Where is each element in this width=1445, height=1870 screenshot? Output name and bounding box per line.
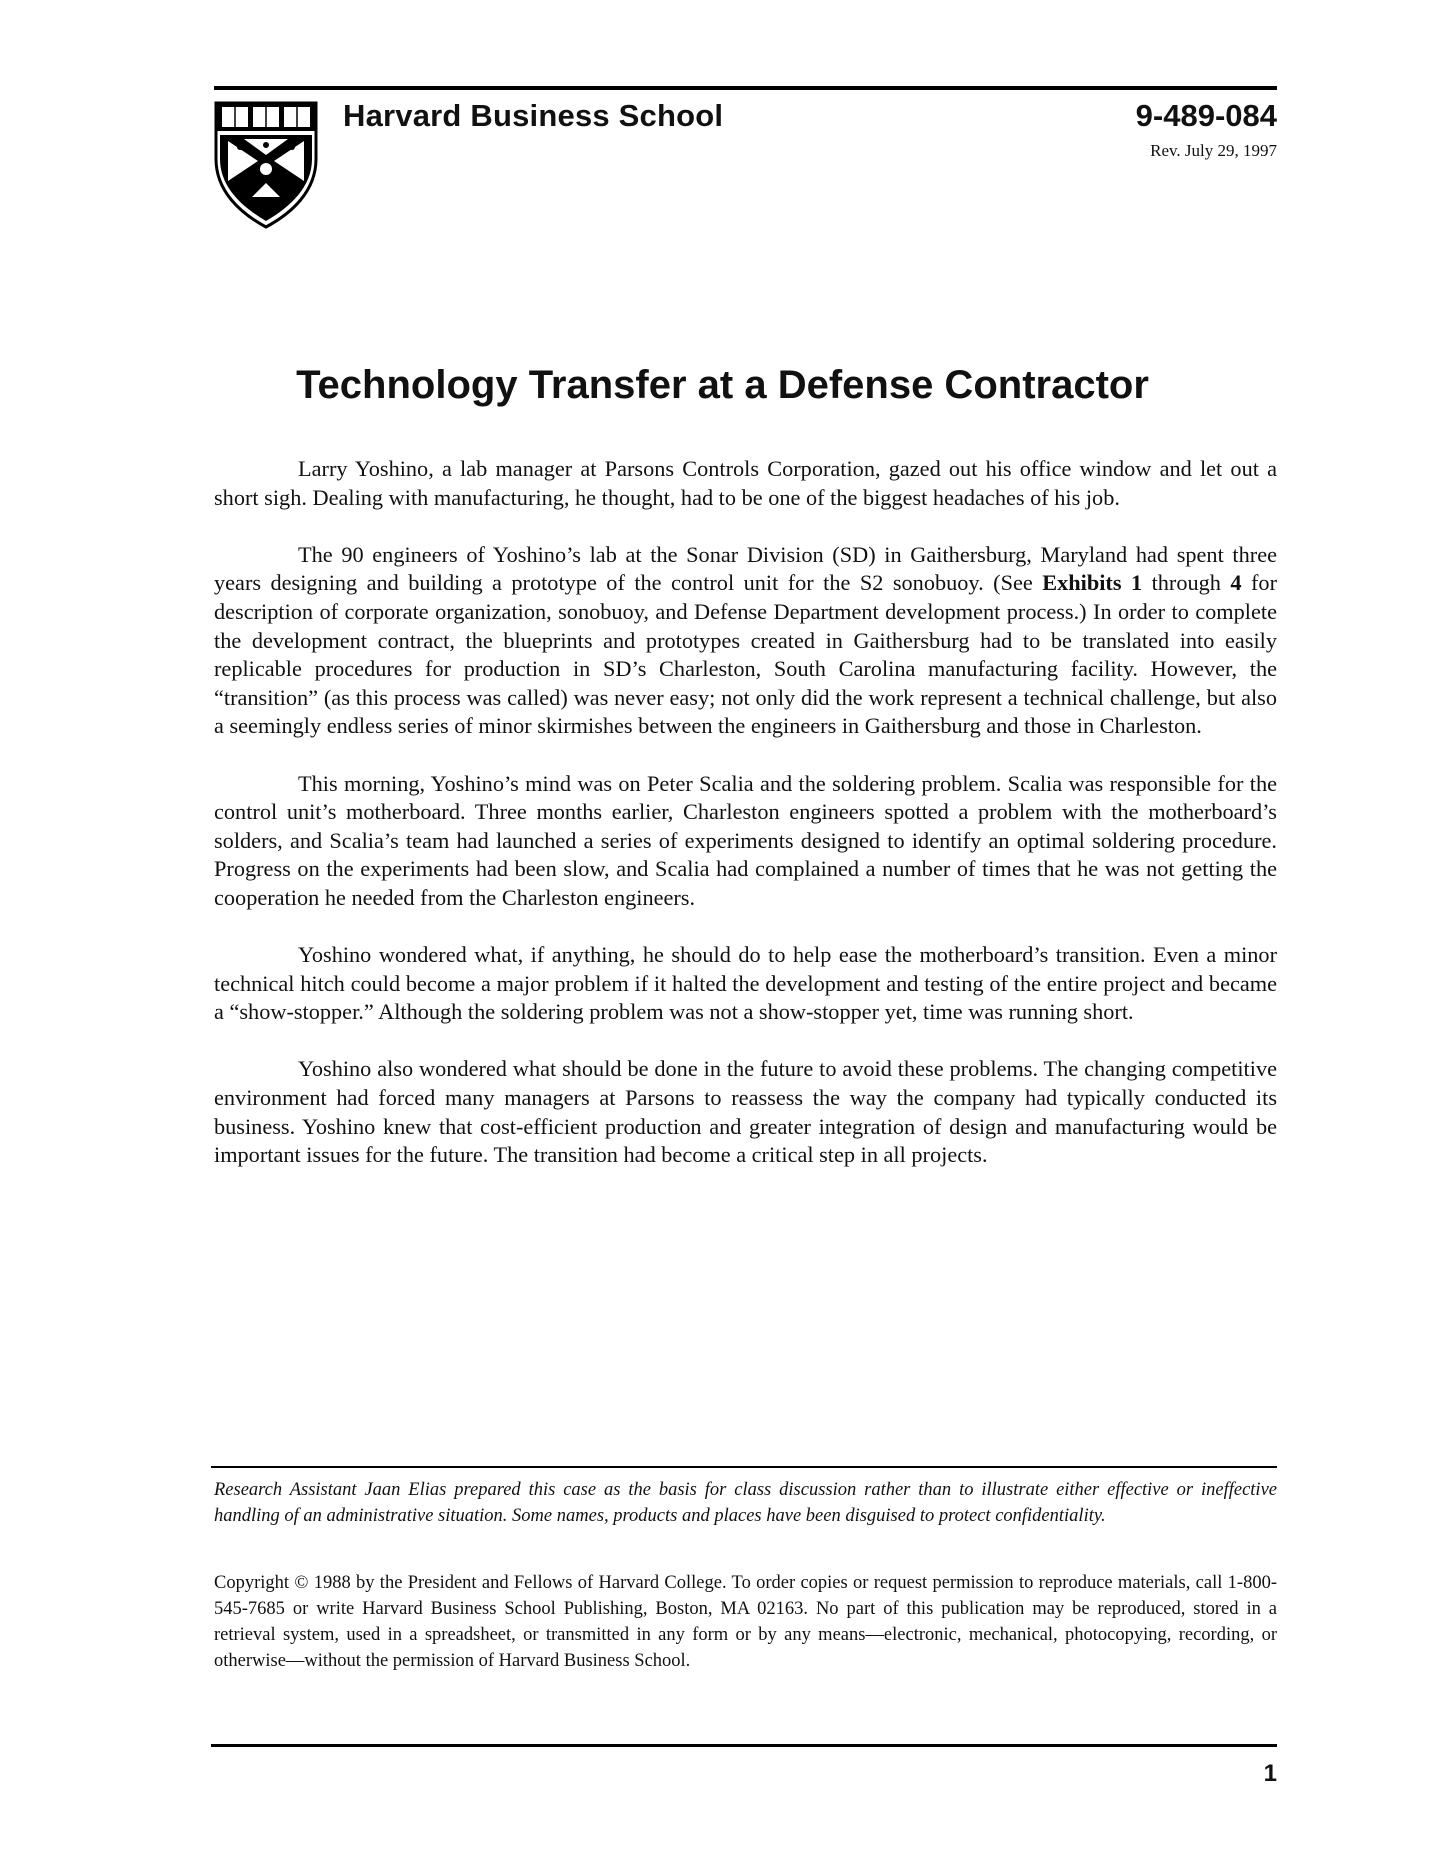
top-rule	[214, 86, 1277, 90]
document-title: Technology Transfer at a Defense Contractor	[296, 363, 1149, 407]
paragraph-2-text-c: for description of corporate organization, sonobuoy, and Defense Department development process.) In order to complete the development contract, the blueprints and prototypes created in Gaithersburg had to be translated into easily replicable procedures for production in SD’s Charleston, South Carolina manufacturing facility. However, the “transition” (as this process was called) was never easy; not only did the work represent a technical challenge, but also a seemingly endless series of minor skirmishes between the engineers in Gaithersburg and those in Charleston.	[214, 570, 1278, 739]
page-number: 1	[1263, 1760, 1277, 1787]
paragraph-2-text-a: The 90 engineers of Yoshino’s lab at the Sonar Division (SD) in Gaithersburg, Maryland had spent three years designing and building a prototype of the control unit for the S2 sonobuoy. (See	[214, 541, 1277, 596]
exhibit-reference: Exhibits 1	[1042, 570, 1143, 596]
case-body	[214, 455, 1277, 1198]
harvard-shield-logo	[214, 101, 318, 229]
case-number: 9-489-084	[1135, 98, 1277, 133]
paragraph-2	[214, 541, 1277, 741]
exhibit-reference: 4	[1230, 570, 1242, 596]
paragraph-2-text-b: through	[1142, 570, 1231, 596]
preparation-note: Research Assistant Jaan Elias prepared this case as the basis for class discussion rather than to illustrate either effective or ineffective handling of an administrative situation. Some names, products and places have been disguised to protect confidentiality.	[214, 1480, 1277, 1526]
paragraph-5: Yoshino also wondered what should be done in the future to avoid these problems. The changing competitive environment had forced many managers at Parsons to reassess the way the company had typically conducted its business. Yoshino knew that cost-efficient production and greater integration of design and manufacturing would be important issues for the future. The transition had become a critical step in all projects.	[214, 1056, 1277, 1168]
footer-rule	[211, 1466, 1277, 1468]
bottom-rule	[211, 1744, 1277, 1747]
school-name: Harvard Business School	[343, 98, 724, 133]
paragraph-3: This morning, Yoshino’s mind was on Peter Scalia and the soldering problem. Scalia was responsible for the control unit’s motherboard. Three months earlier, Charleston engineers spotted a problem with the motherboard’s solders, and Scalia’s team had launched a series of experiments designed to identify an optimal soldering procedure. Progress on the experiments had been slow, and Scalia had complained a number of times that he was not getting the cooperation he needed from the Charleston engineers.	[214, 770, 1277, 910]
revision-date: Rev. July 29, 1997	[1150, 141, 1277, 160]
paragraph-4: Yoshino wondered what, if anything, he should do to help ease the motherboard’s transition. Even a minor technical hitch could become a major problem if it halted the development and testing of the entire project and became a “show-stopper.” Although the soldering problem was not a show-stopper yet, time was running short.	[214, 942, 1277, 1025]
paragraph-1: Larry Yoshino, a lab manager at Parsons Controls Corporation, gazed out his office window and let out a short sigh. Dealing with manufacturing, he thought, had to be one of the biggest headaches of his job.	[214, 456, 1277, 510]
copyright-notice: Copyright © 1988 by the President and Fellows of Harvard College. To order copies or request permission to reproduce materials, call 1-800-545-7685 or write Harvard Business School Publishing, Boston, MA 02163. No part of this publication may be reproduced, stored in a retrieval system, used in a spreadsheet, or transmitted in any form or by any means—electronic, mechanical, photocopying, recording, or otherwise—without the permission of Harvard Business School.	[214, 1573, 1277, 1671]
